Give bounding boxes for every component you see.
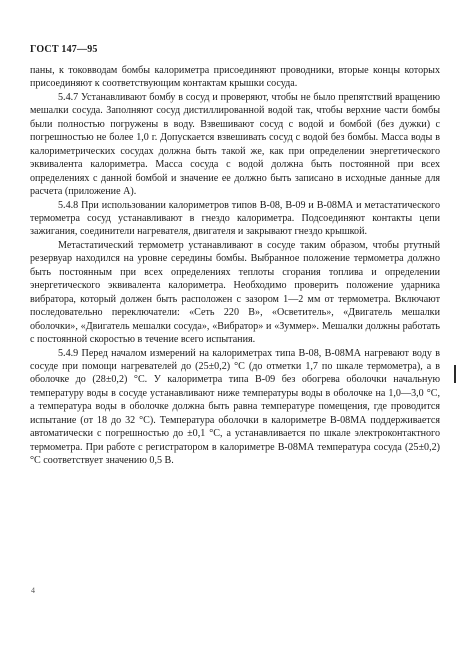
paragraph-thermometer: Метастатический термометр устанавливают в сосуде таким образом, чтобы ртутный резервуар находился на уровне середины бомбы. Выбранное положение термометра должно быть постоянным при всех определениях теплоты сгорания топлива и определении энергетического эквивалента калориметра. Необходимо проверить положение ударника вибратора, который должен быть расположен с зазором 1—2 мм от термометра. Включают последовательно переключатели: «Сеть 220 В», «Осветитель», «Двигатель мешалки оболочки», «Двигатель мешалки сосуда», «Вибратор» и «Зуммер». Мешалки должны работать с постоянной скоростью в течение всего испытания. [30,239,440,346]
page-number: 4 [31,586,35,595]
document-body [30,64,440,468]
margin-mark [454,365,456,383]
paragraph-continuation: паны, к токовводам бомбы калориметра присоединяют проводники, вторые концы которых присоединяют к соответствующим контактам крышки сосуда. [30,65,440,90]
paragraph-5-4-7: 5.4.7 Устанавливают бомбу в сосуд и проверяют, чтобы не было препятствий вращению мешалки сосуда. Заполняют сосуд дистиллированной водой так, чтобы верхние части бомбы были полностью погружены в воду. Взвешивают сосуд с водой и бомбой (без дужки) с погрешностью не более 1,0 г. Допускается взвешивать сосуд с водой без бомбы. Масса воды в калориметрических сосудах должна быть такой же, как при определении энергетического эквивалента калориметра. Масса сосуда с водой должна быть постоянной при всех определениях с данной бомбой и значение ее должно быть записано в исходные данные для расчета (приложение А). [30,91,440,198]
document-header: ГОСТ 147—95 [30,44,98,55]
paragraph-5-4-8: 5.4.8 При использовании калориметров типов В-08, В-09 и В-08МА и метастатического термометра сосуд устанавливают в гнездо калориметра. Подсоединяют контакты цепи зажигания, соединители нагревателя, двигателя и закрывают гнездо крышкой. [30,199,440,238]
paragraph-5-4-9: 5.4.9 Перед началом измерений на калориметрах типа В-08, В-08МА нагревают воду в сосуде при помощи нагревателей до (25±0,2) °С (до отметки 1,7 по шкале термометра), а в оболочке до (28±0,2) °С. У калориметра типа В-09 без обогрева оболочки начальную температуру воды в сосуде устанавливают ниже температуры воды в оболочке на 1,0—3,0 °С, а температура воды в оболочке должна быть равна температуре помещения, где проводится испытание (от 18 до 32 °С). Температура оболочки в калориметре В-08МА поддерживается автоматически с погрешностью до ±0,1 °С, а устанавливается по шкале электроконтактного термометра. При работе с регистратором в калориметре В-08МА температура сосуда (25±0,2) °С соответствует значению 0,5 В. [30,347,440,467]
